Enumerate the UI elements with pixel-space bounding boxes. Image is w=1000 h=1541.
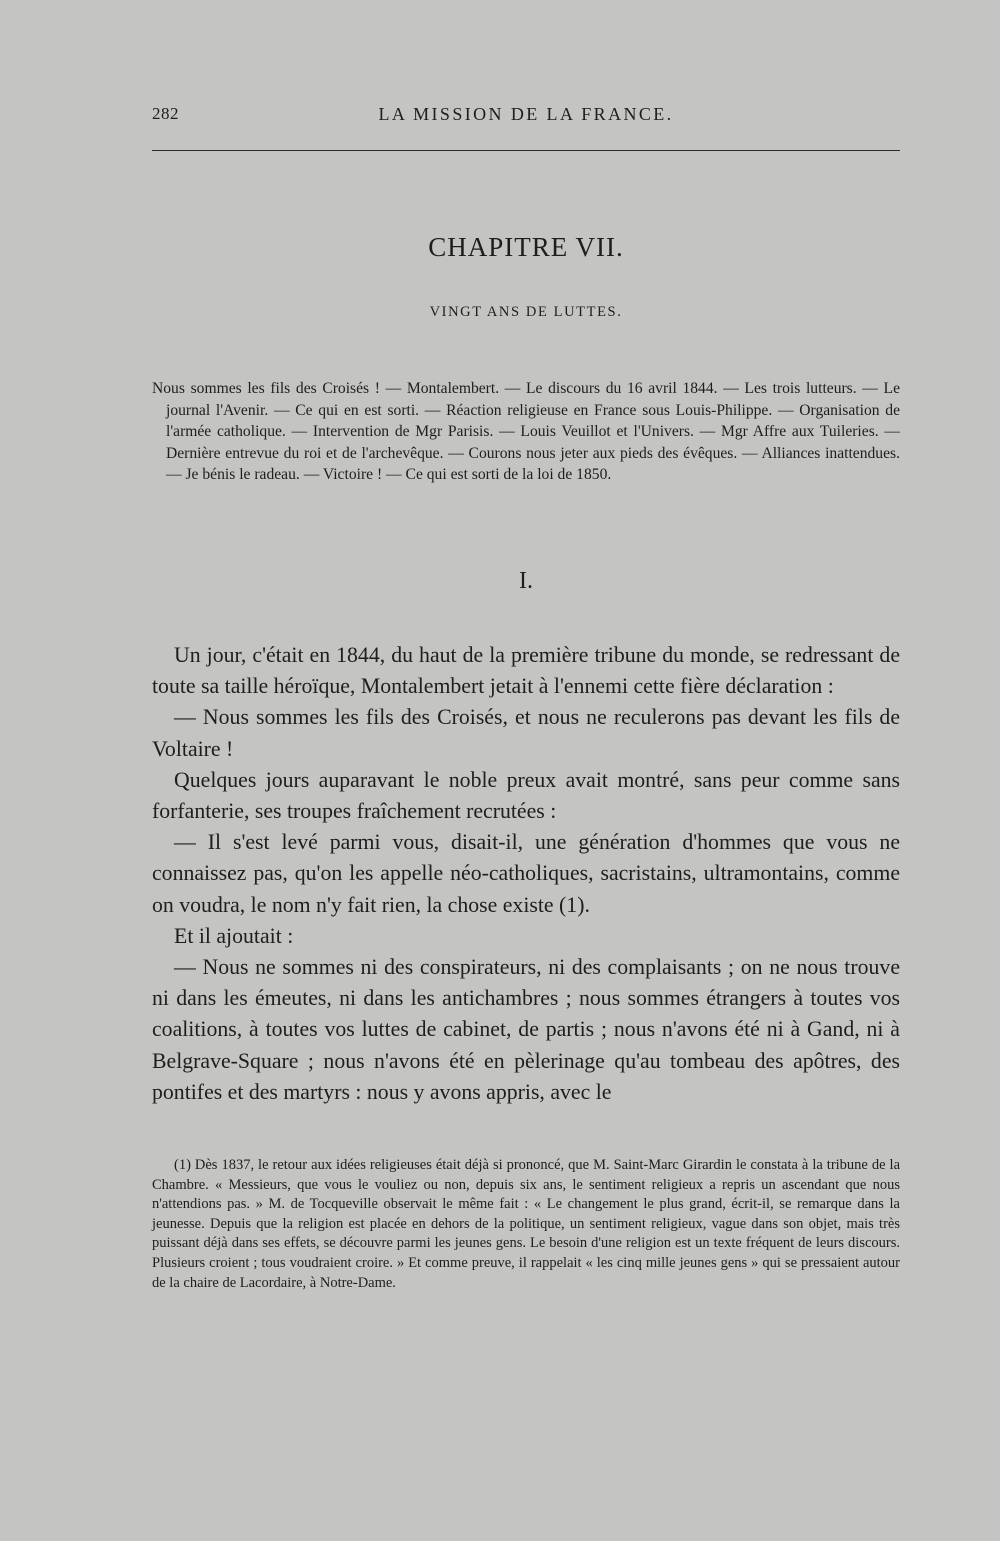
summary-text: Nous sommes les fils des Croisés ! — Montalembert. — Le discours du 16 avril 1844. — Les trois lutteurs. — Le journal l'Avenir. — Ce qui en est sorti. — Réaction religieuse en France sous Louis-Philippe. — Organisation de l'armée catholique. — Intervention de Mgr Parisis. — Louis Veuillot et l'Univers. — Mgr Affre aux Tuileries. — Dernière entrevue du roi et de l'archevêque. — Courons nous jeter aux pieds des évêques. — Alliances inattendues. — Je bénis le radeau. — Victoire ! — Ce qui est sorti de la loi de 1850. bbox=[152, 380, 900, 483]
paragraph: — Il s'est levé parmi vous, disait-il, une génération d'hommes que vous ne connaissez pas, qu'on les appelle néo-catholiques, sacristains, ultramontains, comme on voudra, le nom n'y fait rien, la chose existe (1). bbox=[152, 830, 900, 917]
header-rule bbox=[152, 150, 900, 151]
paragraph: Quelques jours auparavant le noble preux avait montré, sans peur comme sans forfanterie, ses troupes fraîchement recrutées : bbox=[152, 767, 900, 824]
chapter-subtitle: VINGT ANS DE LUTTES. bbox=[429, 304, 623, 320]
paragraph: Un jour, c'était en 1844, du haut de la première tribune du monde, se redressant de toute sa taille héroïque, Montalembert jetait à l'ennemi cette fière déclaration : bbox=[152, 643, 900, 699]
running-title: LA MISSION DE LA FRANCE. bbox=[378, 104, 674, 124]
chapter-summary bbox=[152, 378, 900, 486]
footnote-text: (1) Dès 1837, le retour aux idées religieuses était déjà si prononcé, que M. Saint-Marc Girardin le constata à la tribune de la Chambre. « Messieurs, que vous le vouliez ou non, depuis six ans, le sentiment religieux a repris un ascendant que nous n'attendions pas. » M. de Tocqueville observait le même fait : « Le changement le plus grand, écrit-il, se remarque dans la jeunesse. Depuis que la religion est placée en dehors de la politique, un sentiment religieux, vague dans son objet, mais très puissant déjà dans ses effets, se découvre parmi les jeunes gens. Le besoin d'une religion est un texte fréquent de leurs discours. Plusieurs croient ; tous voudraient croire. » Et comme preuve, il rappelait « les cinq mille jeunes gens » qui se pressaient autour de la chaire de Lacordaire, à Notre-Dame. bbox=[152, 1157, 900, 1291]
chapter-title: CHAPITRE VII. bbox=[428, 232, 624, 262]
page-number: 282 bbox=[152, 104, 179, 123]
footnote bbox=[152, 1156, 900, 1293]
running-head bbox=[152, 104, 900, 134]
paragraph: — Nous sommes les fils des Croisés, et nous ne reculerons pas devant les fils de Voltaire ! bbox=[152, 705, 900, 761]
paragraph: — Nous ne sommes ni des conspirateurs, ni des complaisants ; on ne nous trouve ni dans les émeutes, ni dans les antichambres ; nous sommes étrangers à toutes vos coalitions, à toutes vos luttes de cabinet, de partis ; nous n'avons été ni à Gand, ni à Belgrave-Square ; nous n'avons été en pèlerinage qu'au tombeau des apôtres, des pontifes et des martyrs : nous y avons appris, avec le bbox=[152, 955, 900, 1104]
paragraph: Et il ajoutait : bbox=[174, 923, 294, 948]
section-number: I. bbox=[519, 568, 533, 594]
body-text bbox=[152, 640, 900, 1108]
